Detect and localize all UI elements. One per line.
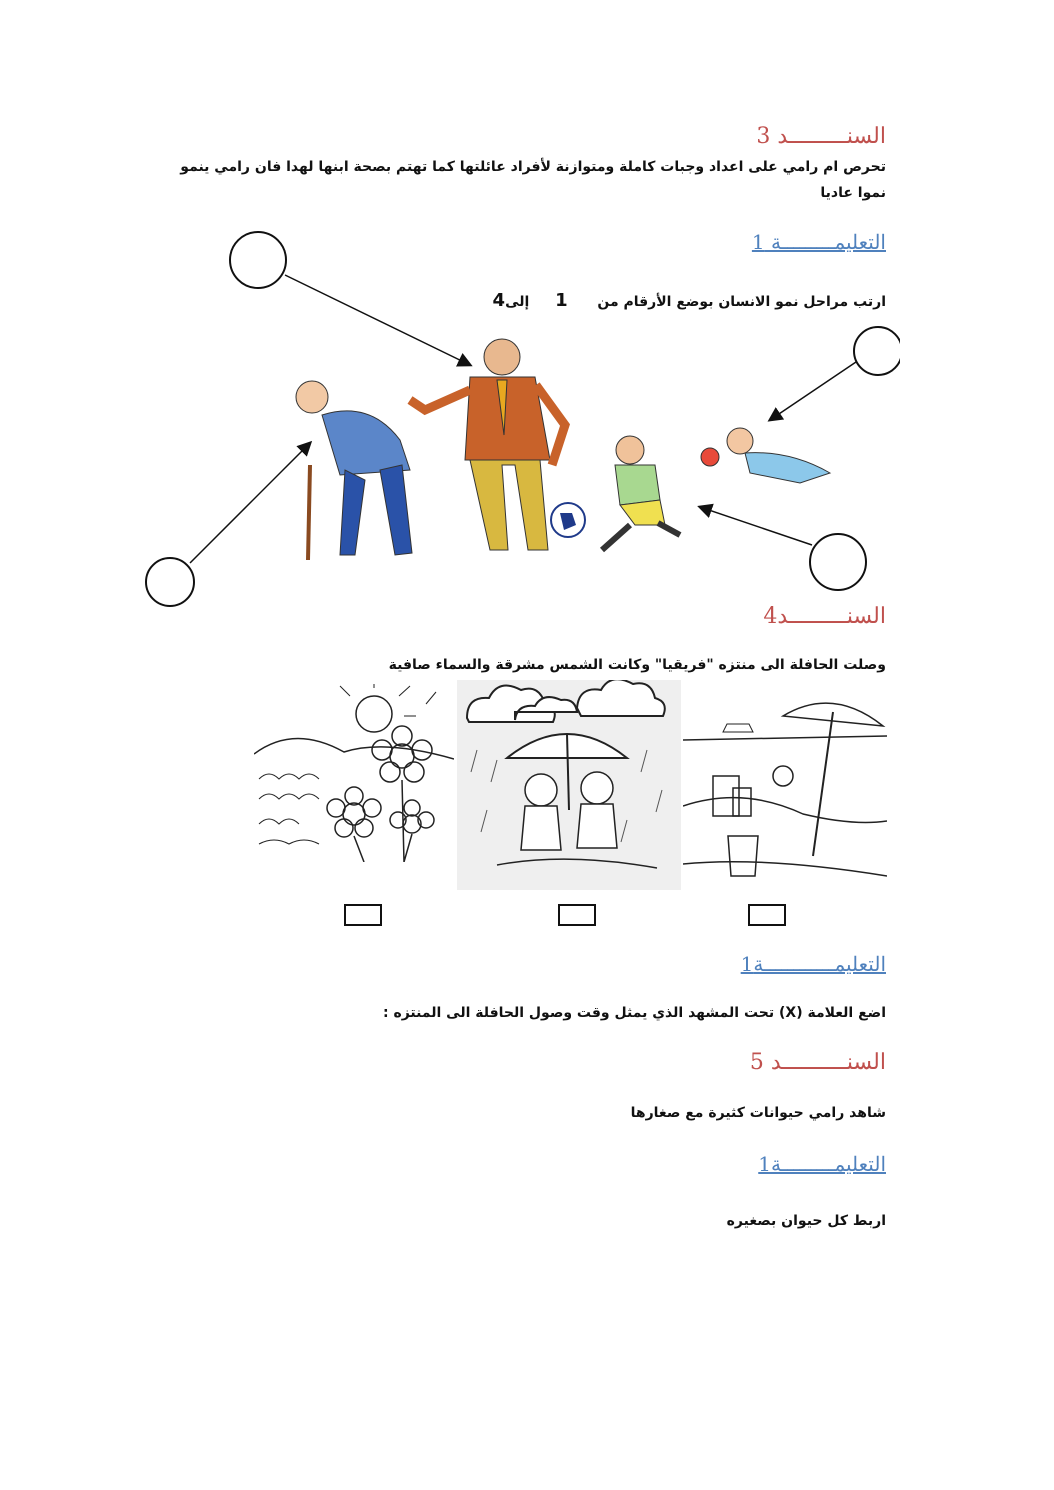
- talima1-heading-c: التعليمـــــــــة1: [758, 1152, 886, 1176]
- growth-stages-illustration: [140, 225, 900, 615]
- answer-circle-baby[interactable]: [854, 327, 900, 375]
- scene-beach: [683, 696, 887, 888]
- talima1-instruction-b: اضع العلامة (X) تحت المشهد الذي يمثل وقت وصول الحافلة الى المنتزه :: [382, 1005, 886, 1021]
- to-label: إلى: [505, 294, 530, 310]
- talima1-instruction-c: اربط كل حيوان بصغيره: [726, 1213, 886, 1229]
- answer-circle-adult[interactable]: [230, 232, 286, 288]
- instruction-prefix: ارتب مراحل نمو الانسان بوضع الأرقام من: [597, 294, 886, 310]
- talima1-heading-b: التعليمــــــــــــة1: [740, 952, 886, 976]
- from-number: 1: [555, 290, 568, 311]
- sanad5-heading: السنــــــــــد 5: [749, 1050, 886, 1075]
- checkbox-scene-rainy[interactable]: [558, 904, 596, 926]
- scene-sunny-flowers: [254, 684, 454, 862]
- answer-circle-child[interactable]: [810, 534, 866, 590]
- elderly-man-figure: [296, 381, 412, 560]
- talima1-heading-a: التعليمـــــــــة 1: [751, 230, 886, 254]
- child-figure: [551, 436, 680, 550]
- checkbox-scene-beach[interactable]: [748, 904, 786, 926]
- sanad5-text: شاهد رامي حيوانات كثيرة مع صغارها: [630, 1105, 886, 1121]
- checkbox-scene-sunny[interactable]: [344, 904, 382, 926]
- baby-figure: [701, 428, 830, 483]
- adult-man-figure: [410, 339, 565, 550]
- sanad4-heading: السنـــــــــد4: [763, 604, 886, 629]
- to-number: 4: [492, 290, 506, 311]
- scene-rainy-umbrella: [457, 680, 681, 890]
- answer-circle-elder[interactable]: [146, 558, 194, 606]
- sanad3-text: تحرص ام رامي على اعداد وجبات كاملة ومتوازنة لأفراد عائلتها كما تهتم بصحة ابنها لهدا فان رامي ينمو نموا عاديا: [180, 159, 886, 201]
- sanad4-text: وصلت الحافلة الى منتزه "فريقيا" وكانت الشمس مشرقة والسماء صافية: [388, 657, 886, 673]
- sanad3-heading: السنـــــــــد 3: [756, 124, 886, 149]
